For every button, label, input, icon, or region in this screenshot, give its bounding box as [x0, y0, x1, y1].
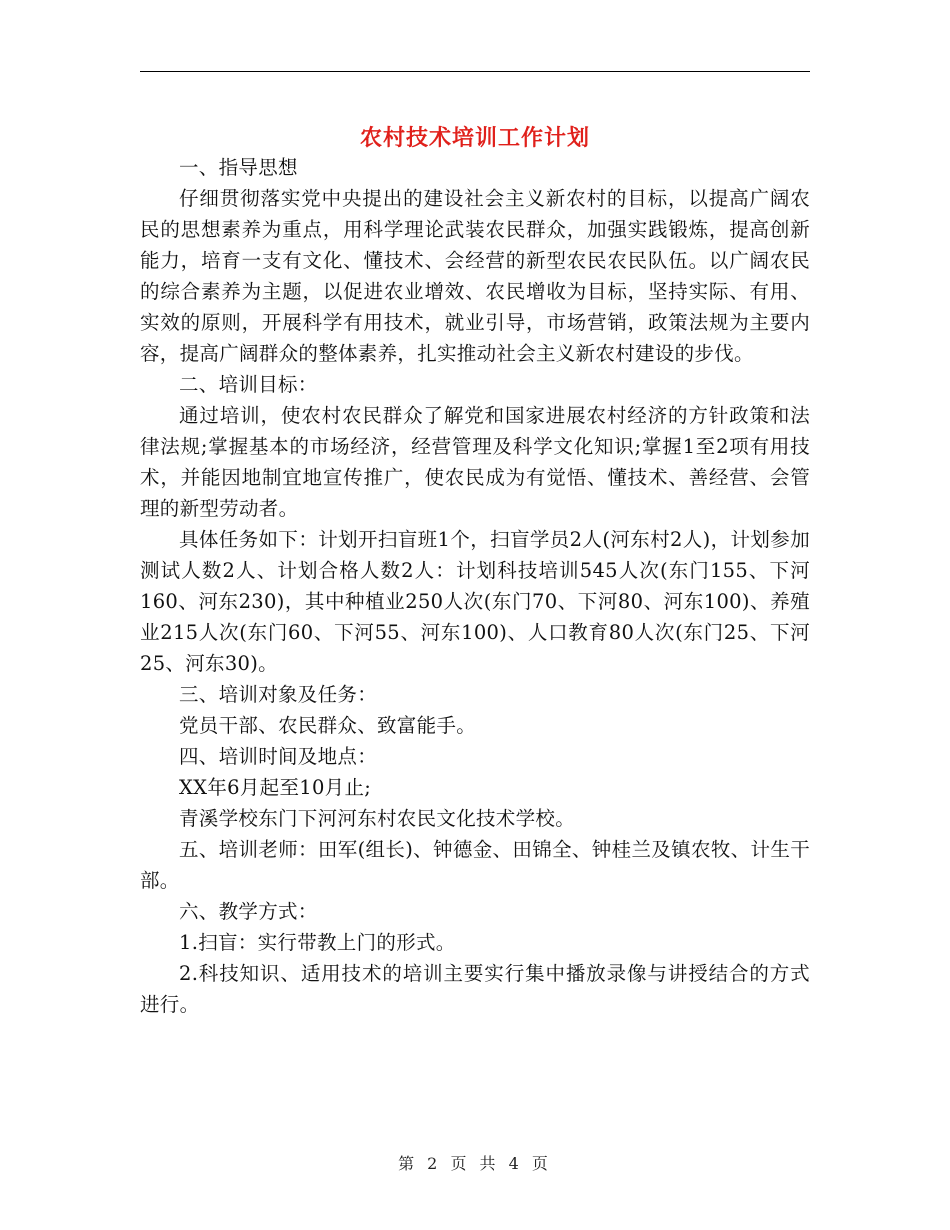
- body-paragraph: 党员干部、农民群众、致富能手。: [179, 714, 477, 737]
- section-heading-teachers: 五、培训老师：田军(组长)、钟德金、田锦全、钟桂兰及镇农牧、计生干部。: [140, 838, 810, 892]
- list-item: 1.扫盲：实行带教上门的形式。: [179, 931, 456, 954]
- body-paragraph: 具体任务如下：计划开扫盲班1个，扫盲学员2人(河东村2人)，计划参加测试人数2人、计划合格人数2人：计划科技培训545人次(东门155、下河160、河东230)，其中种植业250人次(东门70、下河80、河东100)、养殖业215人次(东门60、下河55、河东100)、人口教育80人次(东门25、下河25、河东30)。: [140, 528, 810, 675]
- body-paragraph: 通过培训，使农村农民群众了解党和国家进展农村经济的方针政策和法律法规;掌握基本的市场经济，经营管理及科学文化知识;掌握1至2项有用技术，并能因地制宜地宣传推广，使农民成为有觉悟、懂技术、善经营、会管理的新型劳动者。: [140, 404, 810, 520]
- document-body: [140, 152, 810, 1020]
- document-title: 农村技术培训工作计划: [359, 124, 590, 151]
- body-paragraph: XX年6月起至10月止;: [179, 776, 372, 799]
- page-number-footer: 第 2 页 共 4 页: [398, 1154, 552, 1173]
- section-heading-time-and-place: 四、培训时间及地点：: [179, 745, 378, 768]
- section-heading-training-targets: 三、培训对象及任务：: [179, 683, 378, 706]
- body-paragraph: 青溪学校东门下河河东村农民文化技术学校。: [179, 807, 576, 830]
- body-paragraph: 仔细贯彻落实党中央提出的建设社会主义新农村的目标，以提高广阔农民的思想素养为重点，用科学理论武装农民群众，加强实践锻炼，提高创新能力，培育一支有文化、懂技术、会经营的新型农民农民队伍。以广阔农民的综合素养为主题，以促进农业增效、农民增收为目标，坚持实际、有用、实效的原则，开展科学有用技术，就业引导，市场营销，政策法规为主要内容，提高广阔群众的整体素养，扎实推动社会主义新农村建设的步伐。: [140, 187, 810, 365]
- header-rule: [140, 71, 810, 72]
- section-heading-teaching-method: 六、教学方式：: [179, 900, 318, 923]
- list-item: 2.科技知识、适用技术的培训主要实行集中播放录像与讲授结合的方式进行。: [140, 962, 810, 1016]
- section-heading-training-goals: 二、培训目标：: [179, 373, 318, 396]
- section-heading-guiding-ideology: 一、指导思想: [179, 156, 298, 179]
